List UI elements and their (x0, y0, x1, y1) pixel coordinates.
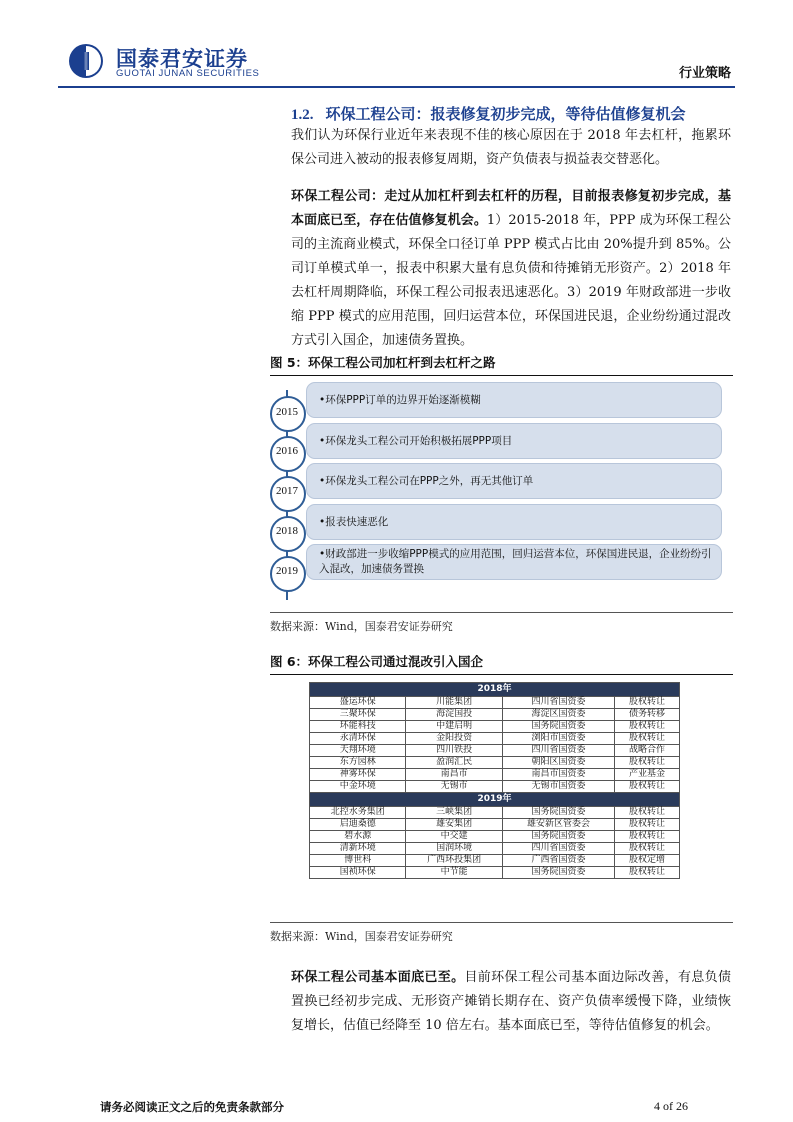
table-group-header (310, 793, 680, 807)
timeline-item-2017: •环保龙头工程公司在PPP之外，再无其他订单 (306, 463, 722, 499)
table-cell: 股权转让 (615, 843, 680, 855)
group-year: 2018年 (310, 683, 680, 697)
table-cell: 无锡市 (406, 781, 502, 793)
timeline-item-2016: •环保龙头工程公司开始积极拓展PPP项目 (306, 423, 722, 459)
table-cell: 启迪桑德 (310, 819, 406, 831)
table-cell: 广西环投集团 (406, 855, 502, 867)
table-cell: 四川铁投 (406, 745, 502, 757)
paragraph-1: 我们认为环保行业近年来表现不佳的核心原因在于 2018 年去杠杆，拖累环保公司进入被动的报表修复周期，资产负债表与损益表交替恶化。 (291, 128, 731, 167)
header-divider (58, 86, 735, 88)
section-number: 1.2. (291, 107, 314, 123)
brand-name-en: GUOTAI JUNAN SECURITIES (116, 68, 260, 79)
table-cell: 雄安集团 (406, 819, 502, 831)
table-cell: 股权转让 (615, 867, 680, 879)
page-number: 4 of 26 (654, 1099, 688, 1113)
figure-5-source: 数据来源：Wind，国泰君安证券研究 (270, 612, 733, 634)
table-row (310, 733, 680, 745)
table-cell: 无锡市国资委 (502, 781, 614, 793)
timeline-item-2015: •环保PPP订单的边界开始逐渐模糊 (306, 382, 722, 418)
table-cell: 股权转让 (615, 807, 680, 819)
paragraph-2-lead: 环保工程公司：走过从加杠杆到去杠杆的历程，目前报表修复初步完成，基本面底已至，存在估值修复机会。 (291, 189, 731, 228)
table-row (310, 757, 680, 769)
table-cell: 战略合作 (615, 745, 680, 757)
table-row (310, 709, 680, 721)
section-heading: 环保工程公司：报表修复初步完成，等待估值修复机会 (325, 105, 686, 123)
company-logo (68, 43, 283, 79)
figure-5-timeline (270, 378, 733, 606)
table-row (310, 697, 680, 709)
report-category: 行业策略 (678, 66, 731, 81)
table-cell: 债务转移 (615, 709, 680, 721)
table-row (310, 781, 680, 793)
figure-6-source: 数据来源：Wind，国泰君安证券研究 (270, 922, 733, 944)
table-cell: 南昌市 (406, 769, 502, 781)
table-cell: 盈润汇民 (406, 757, 502, 769)
timeline-item-2019: •财政部进一步收缩PPP模式的应用范围，回归运营本位，环保国进民退，企业纷纷引入混改，加速债务置换 (306, 544, 722, 580)
table-cell: 海淀区国资委 (502, 709, 614, 721)
table-cell: 海淀国投 (406, 709, 502, 721)
timeline-item-2018: •报表快速恶化 (306, 504, 722, 540)
table-cell: 永清环保 (310, 733, 406, 745)
table-cell: 三峡集团 (406, 807, 502, 819)
table-row (310, 721, 680, 733)
table-cell: 博世科 (310, 855, 406, 867)
table-cell: 四川省国资委 (502, 843, 614, 855)
table-cell: 神雾环保 (310, 769, 406, 781)
figure-5-title: 图 5：环保工程公司加杠杆到去杠杆之路 (270, 353, 733, 376)
table-cell: 盛运环保 (310, 697, 406, 709)
group-year: 2019年 (310, 793, 680, 807)
paragraph-3-lead: 环保工程公司基本面底已至。 (291, 970, 465, 985)
table-cell: 朝阳区国资委 (502, 757, 614, 769)
table-cell: 天翔环境 (310, 745, 406, 757)
footer-disclaimer: 请务必阅读正文之后的免责条款部分 (100, 1100, 284, 1114)
timeline-year: 2018 (276, 525, 298, 537)
table-row (310, 843, 680, 855)
table-row (310, 867, 680, 879)
table-cell: 股权转让 (615, 819, 680, 831)
table-cell: 股权转让 (615, 721, 680, 733)
table-cell: 股权转让 (615, 831, 680, 843)
table-cell: 浏阳市国资委 (502, 733, 614, 745)
timeline-year: 2015 (276, 406, 298, 418)
table-row (310, 855, 680, 867)
table-cell: 中建启明 (406, 721, 502, 733)
table-cell: 国务院国资委 (502, 831, 614, 843)
table-cell: 股权转让 (615, 697, 680, 709)
table-cell: 东方园林 (310, 757, 406, 769)
table-cell: 中交建 (406, 831, 502, 843)
table-cell: 清新环境 (310, 843, 406, 855)
table-cell: 国务院国资委 (502, 807, 614, 819)
figure-6-title: 图 6：环保工程公司通过混改引入国企 (270, 652, 733, 675)
section-title (291, 103, 686, 124)
table-cell: 股权转让 (615, 733, 680, 745)
table-cell: 产业基金 (615, 769, 680, 781)
paragraph-2 (291, 185, 731, 353)
table-row (310, 807, 680, 819)
paragraph-2-body: 1）2015-2018 年，PPP 成为环保工程公司的主流商业模式，环保全口径订单 PPP 模式占比由 20%提升到 85%。公司订单模式单一，报表中积累大量有息负债和待摊销无形资产。2）2018 年去杠杆周期降临，环保工程公司报表迅速恶化。3）2019 年财政部进一步收缩 PPP 模式的应用范围，回归运营本位，环保国进民退，企业纷纷通过混改方式引入国企，加速债务置换。 (291, 213, 731, 348)
table-row (310, 819, 680, 831)
table-cell: 三聚环保 (310, 709, 406, 721)
table-cell: 碧水源 (310, 831, 406, 843)
table-cell: 国祯环保 (310, 867, 406, 879)
table-cell: 环能科技 (310, 721, 406, 733)
paragraph-3 (291, 966, 731, 1038)
table-cell: 股权转让 (615, 757, 680, 769)
table-cell: 川能集团 (406, 697, 502, 709)
table-row (310, 745, 680, 757)
timeline-year: 2017 (276, 485, 298, 497)
table-cell: 金阳投资 (406, 733, 502, 745)
table-cell: 雄安新区管委会 (502, 819, 614, 831)
timeline-year: 2016 (276, 445, 298, 457)
table-cell: 广西省国资委 (502, 855, 614, 867)
table-cell: 中金环境 (310, 781, 406, 793)
table-cell: 四川省国资委 (502, 745, 614, 757)
brand-name-cn: 国泰君安证券 (116, 47, 248, 71)
table-row (310, 769, 680, 781)
paragraph-3-body: 目前环保工程公司基本面边际改善，有息负债置换已经初步完成、无形资产摊销长期存在、资产负债率缓慢下降，业绩恢复增长，估值已经降至 10 倍左右。基本面底已至，等待估值修复的机会。 (291, 970, 731, 1033)
table-cell: 中节能 (406, 867, 502, 879)
table-cell: 北控水务集团 (310, 807, 406, 819)
table-cell: 国润环境 (406, 843, 502, 855)
table-cell: 股权定增 (615, 855, 680, 867)
figure-6-table (309, 682, 680, 879)
table-cell: 四川省国资委 (502, 697, 614, 709)
table-cell: 股权转让 (615, 781, 680, 793)
table-cell: 国务院国资委 (502, 721, 614, 733)
logo-mark-icon (68, 43, 104, 79)
table-group-header (310, 683, 680, 697)
timeline-year: 2019 (276, 565, 298, 577)
table-row (310, 831, 680, 843)
table-cell: 国务院国资委 (502, 867, 614, 879)
table-cell: 南昌市国资委 (502, 769, 614, 781)
